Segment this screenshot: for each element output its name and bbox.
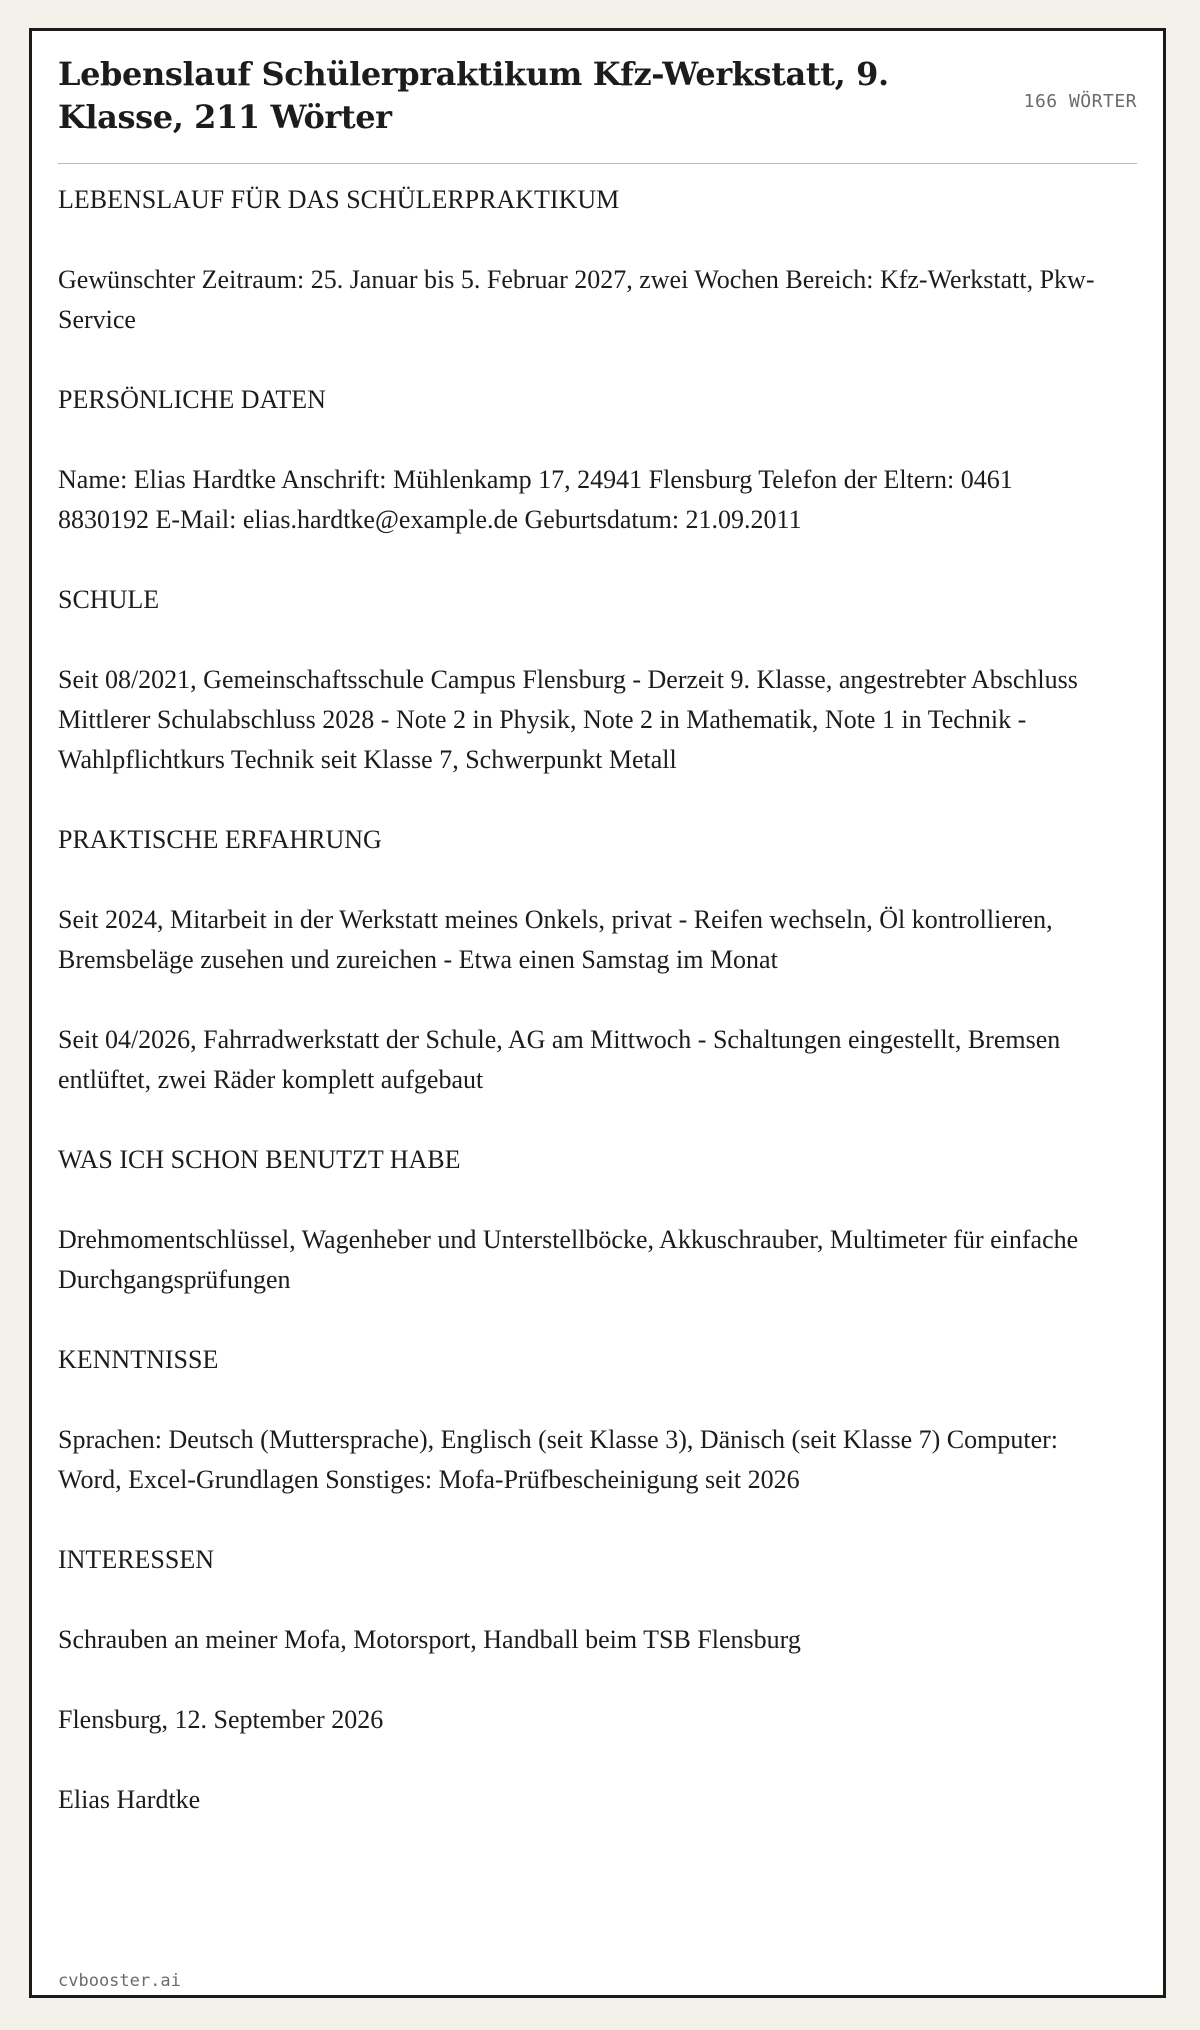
heading-practical-experience: PRAKTISCHE ERFAHRUNG: [58, 825, 382, 854]
paragraph-desired-period: Gewünschter Zeitraum: 25. Januar bis 5. Februar 2027, zwei Wochen Bereich: Kfz-Werkstatt, Pkw-Service: [58, 265, 1095, 334]
heading-school: SCHULE: [58, 585, 160, 614]
document-title: Lebenslauf Schülerpraktikum Kfz-Werkstatt, 9. Klasse, 211 Wörter: [58, 55, 889, 136]
heading-personal-data: PERSÖNLICHE DATEN: [58, 385, 326, 414]
heading-tools-used: WAS ICH SCHON BENUTZT HABE: [58, 1145, 461, 1174]
document-header: [58, 53, 1137, 164]
document-card: [29, 28, 1166, 1998]
paragraph-tools-used: Drehmomentschlüssel, Wagenheber und Unterstellböcke, Akkuschrauber, Multimeter für einfache Durchgangsprüfungen: [58, 1225, 1079, 1294]
paragraph-school: Seit 08/2021, Gemeinschaftsschule Campus Flensburg - Derzeit 9. Klasse, angestrebter Abschluss Mittlerer Schulabschluss 2028 - Note 2 in Physik, Note 2 in Mathematik, Note 1 in Technik - Wahlpflichtkurs Technik seit Klasse 7, Schwerpunkt Metall: [58, 665, 1078, 774]
paragraph-personal-data: Name: Elias Hardtke Anschrift: Mühlenkamp 17, 24941 Flensburg Telefon der Eltern: 0461 8830192 E-Mail: elias.hardtke@example.de Geburtsdatum: 21.09.2011: [58, 465, 1013, 534]
brand-footer: cvbooster.ai: [58, 1971, 181, 1991]
heading-interests: INTERESSEN: [58, 1545, 214, 1574]
place-and-date: Flensburg, 12. September 2026: [58, 1705, 384, 1734]
paragraph-experience-bike-workshop: Seit 04/2026, Fahrradwerkstatt der Schule, AG am Mittwoch - Schaltungen eingestellt, Bremsen entlüftet, zwei Räder komplett aufgebaut: [58, 1025, 1061, 1094]
signature-name: Elias Hardtke: [58, 1785, 201, 1814]
paragraph-experience-workshop: Seit 2024, Mitarbeit in der Werkstatt meines Onkels, privat - Reifen wechseln, Öl kontrollieren, Bremsbeläge zusehen und zureichen - Etwa einen Samstag im Monat: [58, 905, 1053, 974]
document-content: [58, 53, 1137, 1995]
paragraph-skills: Sprachen: Deutsch (Muttersprache), Englisch (seit Klasse 3), Dänisch (seit Klasse 7) Computer: Word, Excel-Grundlagen Sonstiges: Mofa-Prüfbescheinigung seit 2026: [58, 1425, 1059, 1494]
heading-cv-title: LEBENSLAUF FÜR DAS SCHÜLERPRAKTIKUM: [58, 185, 620, 214]
paragraph-interests: Schrauben an meiner Mofa, Motorsport, Handball beim TSB Flensburg: [58, 1625, 801, 1654]
heading-skills: KENNTNISSE: [58, 1345, 219, 1374]
word-count-badge: 166 WÖRTER: [1023, 91, 1137, 112]
document-body: [58, 164, 1098, 1820]
